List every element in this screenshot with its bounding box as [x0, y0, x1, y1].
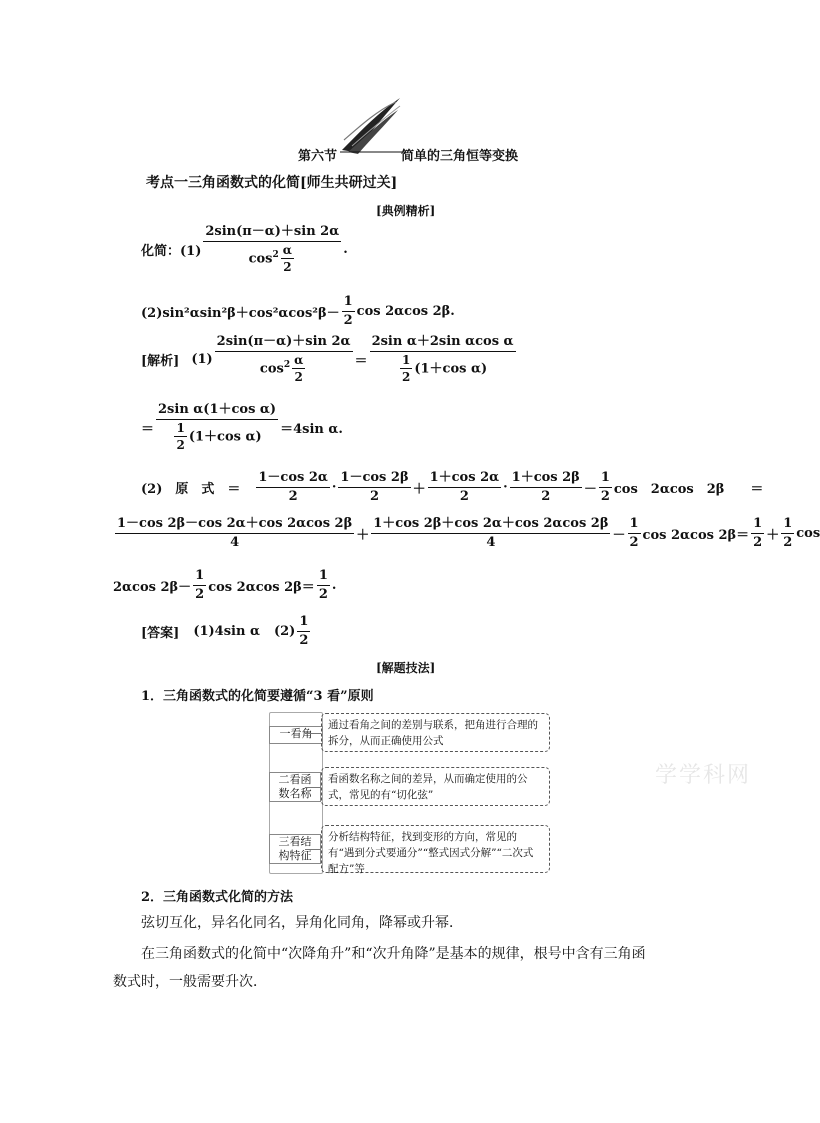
alpha: α	[292, 353, 305, 369]
half-den: 2	[299, 632, 309, 648]
half-num: 1	[174, 421, 186, 437]
big-frac-2-num: 1＋cos 2β＋cos 2α＋cos 2αcos 2β	[371, 516, 610, 534]
section-title: 简单的三角恒等变换	[401, 149, 519, 164]
half-den: 2	[401, 369, 411, 384]
diagram-desc-name: 看函数名称之间的差异，从而确定使用的公式，常见的有“切化弦”	[321, 767, 550, 806]
frac-d-num: 1＋cos 2β	[510, 470, 582, 488]
example-tag: [典例精析]	[376, 204, 436, 218]
diagram-desc-structure: 分析结构特征，找到变形的方向，常见的有“遇到分式要通分”“整式因式分解”“二次式配方”等	[321, 825, 550, 873]
problem-2-text: (2)sin²αsin²β＋cos²αcos²β－	[141, 305, 340, 321]
half-num: 1	[781, 516, 794, 534]
problem-label: 化简：(1)	[141, 243, 202, 259]
half-den: 2	[195, 586, 205, 602]
half-num: 1	[599, 470, 612, 488]
analysis-1-num2: 2sin α＋2sin αcos α	[370, 334, 516, 352]
half-num: 1	[628, 516, 641, 534]
analysis-2-line3: 2αcos 2β－ $\frac{1}{2}$ cos 2αcos 2β＝ $\frac{1}{2}$ .	[113, 568, 337, 602]
header-decoration-icon	[340, 96, 404, 154]
problem-1-denominator: $\cos^2$ $\frac{\alpha}{2}$	[248, 242, 292, 274]
line3-a: 2αcos 2β－	[113, 579, 192, 595]
big-frac-2-den: 4	[486, 534, 496, 550]
analysis-1-result-value: ＝4sin α.	[280, 421, 343, 437]
problem-2-tail: cos 2αcos 2β.	[356, 303, 455, 319]
half-den: 2	[600, 488, 610, 504]
frac-a-num: 1－cos 2α	[256, 470, 330, 488]
frac-c-den: 2	[459, 488, 469, 504]
line3-b: cos 2αcos 2β＝	[208, 579, 315, 595]
topic-heading: 考点一三角函数式的化简[师生共研过关]	[146, 175, 398, 191]
problem-2	[141, 294, 455, 328]
watermark-text: 学学科网	[655, 763, 752, 788]
frac-d-den: 2	[541, 488, 551, 504]
cos-word: cos	[796, 525, 820, 541]
answer-line	[141, 614, 312, 648]
half-den: 2	[318, 586, 328, 602]
diagram-desc-angle: 通过看角之间的差别与联系，把角进行合理的拆分，从而正确使用公式	[321, 713, 550, 752]
two: 2	[283, 259, 292, 274]
analysis-2-line2: $\frac{1-\cos 2\beta-\cos 2\alpha+\cos 2\alpha\cos 2\beta}{4}$ ＋ $\frac{1+\cos 2\beta+\cos 2\alpha+\cos 2\alpha\cos 2\beta}{4}$ － $\frac{1}{2}$ cos 2αcos 2β＝ $\frac{1}{2}$ ＋ $\frac{1}{2}$ cos	[117, 516, 820, 550]
paragraph-line-1: 在三角函数式的化简中“次降角升”和“次升角降”是基本的规律，根号中含有三角函	[141, 946, 646, 962]
half-num: 1	[751, 516, 764, 534]
analysis-2-line1: (2) 原 式 ＝ $\frac{1-\cos 2\alpha}{2}$ · $\frac{1-\cos 2\beta}{2}$ ＋ $\frac{1+\cos 2\alpha}{2}$ · $\frac{1+\cos 2\beta}{2}$ － $\frac{1}{2}$ cos 2αcos 2β ＝	[141, 470, 764, 504]
alpha: α	[281, 243, 294, 259]
half-num: 1	[342, 294, 355, 312]
problem-1-numerator: 2sin(π－α)＋sin 2α	[203, 224, 341, 242]
diagram-connector	[305, 733, 321, 734]
answer-label: [答案]	[141, 625, 180, 641]
half-num: 1	[297, 614, 310, 632]
den2-tail: (1＋cos α)	[414, 360, 488, 376]
diagram-label-name: 二看函数名称	[269, 772, 321, 802]
analysis-label: [解析]	[141, 353, 180, 369]
point-2: 2．三角函数式化简的方法	[141, 890, 294, 905]
half-den: 2	[629, 534, 639, 550]
diagram-label-structure: 三看结构特征	[269, 834, 321, 864]
answer-1: (1)4sin α	[193, 623, 260, 639]
problem-1: 化简：(1) 2sin(π－α)＋sin 2α $\cos^2$ $\frac{\alpha}{2}$ .	[141, 224, 348, 274]
analysis-2-tail1: cos 2αcos 2β ＝	[613, 481, 764, 497]
analysis-1-result: ＝ 2sin α(1＋cos α) $\frac{1}{2}$ (1＋cos α) ＝4sin α.	[141, 402, 343, 452]
big-frac-1-den: 4	[230, 534, 240, 550]
half-den: 2	[176, 437, 185, 452]
diagram-connector	[305, 849, 321, 850]
half-den: 2	[783, 534, 793, 550]
paragraph-line-2: 数式时，一般需要升次．	[113, 974, 267, 990]
analysis-2-tail2: cos 2αcos 2β＝	[642, 527, 750, 543]
analysis-1-numerator: 2sin(π－α)＋sin 2α	[215, 334, 353, 352]
section-number: 第六节	[298, 149, 338, 164]
method-line: 弦切互化，异名化同名，异角化同角，降幂或升幂．	[141, 915, 463, 931]
analysis-2-label: (2) 原 式 ＝	[141, 481, 241, 497]
analysis-1: [解析] (1) 2sin(π－α)＋sin 2α $\cos^2$ $\frac{\alpha}{2}$ ＝ 2sin α＋2sin αcos α $\frac{1}{2}$ (1＋cos α)	[141, 334, 514, 384]
den3-tail: (1＋cos α)	[188, 428, 262, 444]
frac-c-num: 1＋cos 2α	[428, 470, 502, 488]
method-tag: [解题技法]	[376, 661, 436, 675]
half-num: 1	[400, 353, 412, 369]
half-den: 2	[343, 312, 353, 328]
half-num: 1	[193, 568, 206, 586]
half-num: 1	[317, 568, 330, 586]
frac-b-den: 2	[369, 488, 380, 504]
diagram-label-angle: 一看角	[269, 726, 323, 744]
answer-2-label: (2)	[273, 623, 296, 639]
big-frac-1-num: 1－cos 2β－cos 2α＋cos 2αcos 2β	[115, 516, 354, 534]
diagram-connector	[305, 787, 321, 788]
analysis-1-num3: 2sin α(1＋cos α)	[156, 402, 278, 420]
problem-1-fraction	[203, 224, 341, 274]
frac-b-num: 1－cos 2β	[338, 470, 410, 488]
point-1: 1．三角函数式的化简要遵循“3 看”原则	[141, 689, 374, 704]
half-den: 2	[753, 534, 763, 550]
two: 2	[294, 369, 303, 384]
frac-a-den: 2	[288, 488, 298, 504]
